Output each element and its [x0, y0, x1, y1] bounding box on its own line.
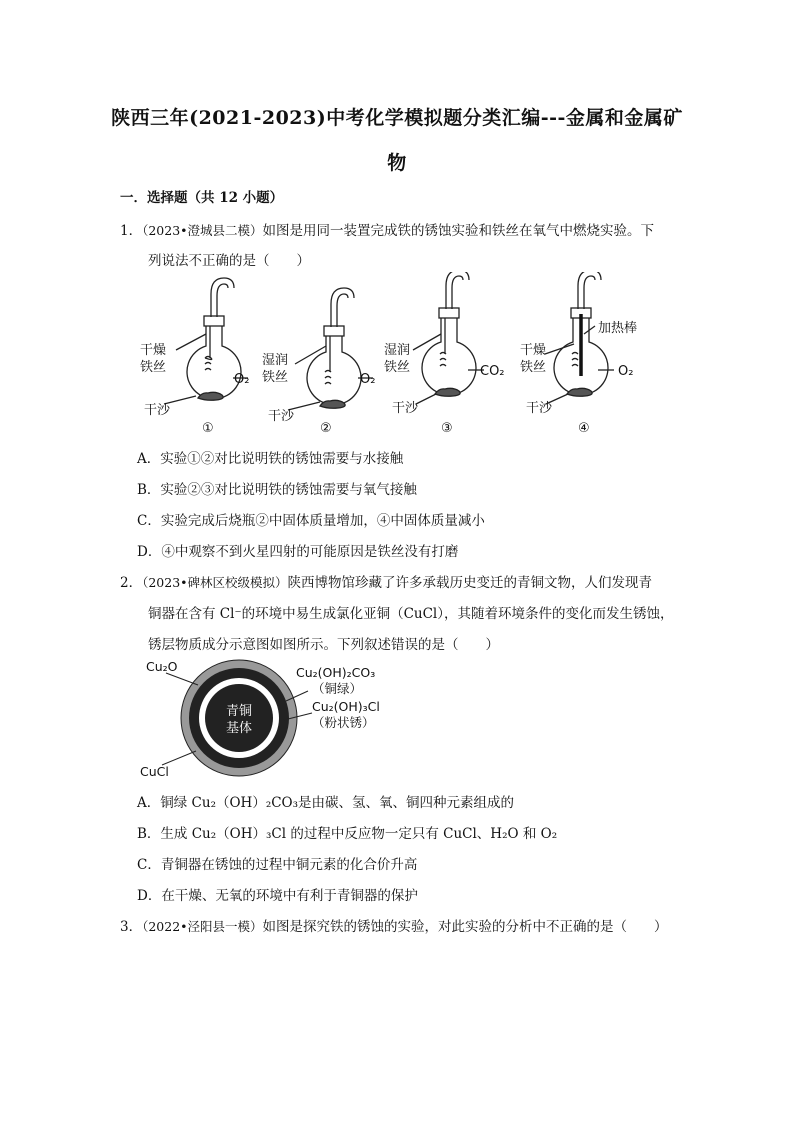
question-text: 如图是用同一装置完成铁的锈蚀实验和铁丝在氧气中燃烧实验。下 [262, 223, 655, 239]
section-heading: 一．选择题（共 12 小题） [120, 190, 284, 206]
document-title: 陕西三年(2021-2023)中考化学模拟题分类汇编---金属和金属矿 [111, 107, 683, 129]
f1-wire-label-2: 铁丝 [140, 360, 167, 375]
f4-wire-label-2: 铁丝 [520, 360, 547, 375]
f3-wire-label-2: 铁丝 [384, 360, 411, 375]
q1-option-d: D．④中观察不到火星四射的可能原因是铁丝没有打磨 [137, 544, 459, 560]
question-number: 1． [120, 223, 143, 239]
f4-wire-label-1: 干燥 [520, 343, 547, 358]
bronze-core-label-2: 基体 [225, 721, 253, 736]
f1-number: ① [202, 421, 214, 436]
f4-gas-label: O₂ [618, 364, 634, 379]
f3-number: ③ [441, 421, 453, 436]
f3-wire-label-1: 湿润 [384, 343, 411, 358]
f1-gas-label: O₂ [234, 372, 250, 387]
f3-gas-label: CO₂ [480, 364, 505, 379]
question-text: 如图是探究铁的锈蚀的实验，对此实验的分析中不正确的是（ ） [262, 919, 668, 935]
verdigris-name: （铜绿） [312, 681, 363, 696]
powdery-rust-name: （粉状锈） [312, 715, 375, 730]
flask-2 [307, 288, 361, 408]
q2-option-a: A．铜绿 Cu₂（OH）₂CO₃是由碳、氢、氧、铜四种元素组成的 [137, 795, 515, 811]
f2-number: ② [320, 421, 332, 436]
question-2-stem-cont: 铜器在含有 Cl⁻的环境中易生成氯化亚铜（CuCl），其随着环境条件的变化而发生锈蚀， [148, 606, 674, 622]
q2-option-b: B．生成 Cu₂（OH）₃Cl 的过程中反应物一定只有 CuCl、H₂O 和 O₂ [137, 826, 558, 842]
question-source: （2022•泾阳县一模） [142, 919, 263, 934]
question-number: 3． [120, 919, 143, 935]
q1-option-c: C．实验完成后烧瓶②中固体质量增加，④中固体质量减小 [137, 513, 485, 529]
document-title-continued: 物 [387, 152, 407, 174]
f4-number: ④ [578, 421, 590, 436]
flask-3 [422, 272, 476, 396]
f2-wire-label-2: 铁丝 [262, 370, 289, 385]
question-source: （2023•澄城县二模） [142, 223, 263, 238]
f2-gas-label: O₂ [360, 372, 376, 387]
f2-wire-label-1: 湿润 [262, 353, 289, 368]
question-1-stem [120, 219, 654, 239]
f1-sand-label: 干沙 [144, 403, 171, 418]
f4-rod-label: 加热棒 [598, 321, 638, 336]
q1-option-b: B．实验②③对比说明铁的锈蚀需要与氧气接触 [137, 482, 417, 498]
question-2-stem-cont-2: 锈层物质成分示意图如图所示。下列叙述错误的是（ ） [148, 637, 499, 653]
q2-option-d: D．在干燥、无氧的环境中有利于青铜器的保护 [137, 888, 418, 904]
question-number: 2． [120, 575, 143, 591]
f4-sand-label: 干沙 [526, 401, 553, 416]
powdery-rust-formula: Cu₂(OH)₃Cl [312, 699, 380, 714]
f2-sand-label: 干沙 [268, 409, 295, 424]
question-source: （2023•碑林区校级模拟） [142, 575, 288, 590]
q2-rust-layer-figure [138, 655, 398, 780]
q1-apparatus-figure [138, 272, 658, 437]
q1-option-a: A．实验①②对比说明铁的锈蚀需要与水接触 [137, 451, 404, 467]
f1-wire-label-1: 干燥 [140, 343, 167, 358]
cucl-label: CuCl [140, 764, 169, 779]
bronze-core-label-1: 青铜 [225, 704, 253, 719]
question-1-stem-cont: 列说法不正确的是（ ） [148, 253, 310, 269]
question-text: 陕西博物馆珍藏了许多承载历史变迁的青铜文物，人们发现青 [287, 575, 653, 591]
cu2o-label: Cu₂O [146, 659, 178, 674]
verdigris-formula: Cu₂(OH)₂CO₃ [296, 665, 376, 680]
question-2-stem [120, 571, 652, 591]
q2-option-c: C．青铜器在锈蚀的过程中铜元素的化合价升高 [137, 857, 418, 873]
f3-sand-label: 干沙 [392, 401, 419, 416]
question-3-stem [120, 915, 668, 935]
